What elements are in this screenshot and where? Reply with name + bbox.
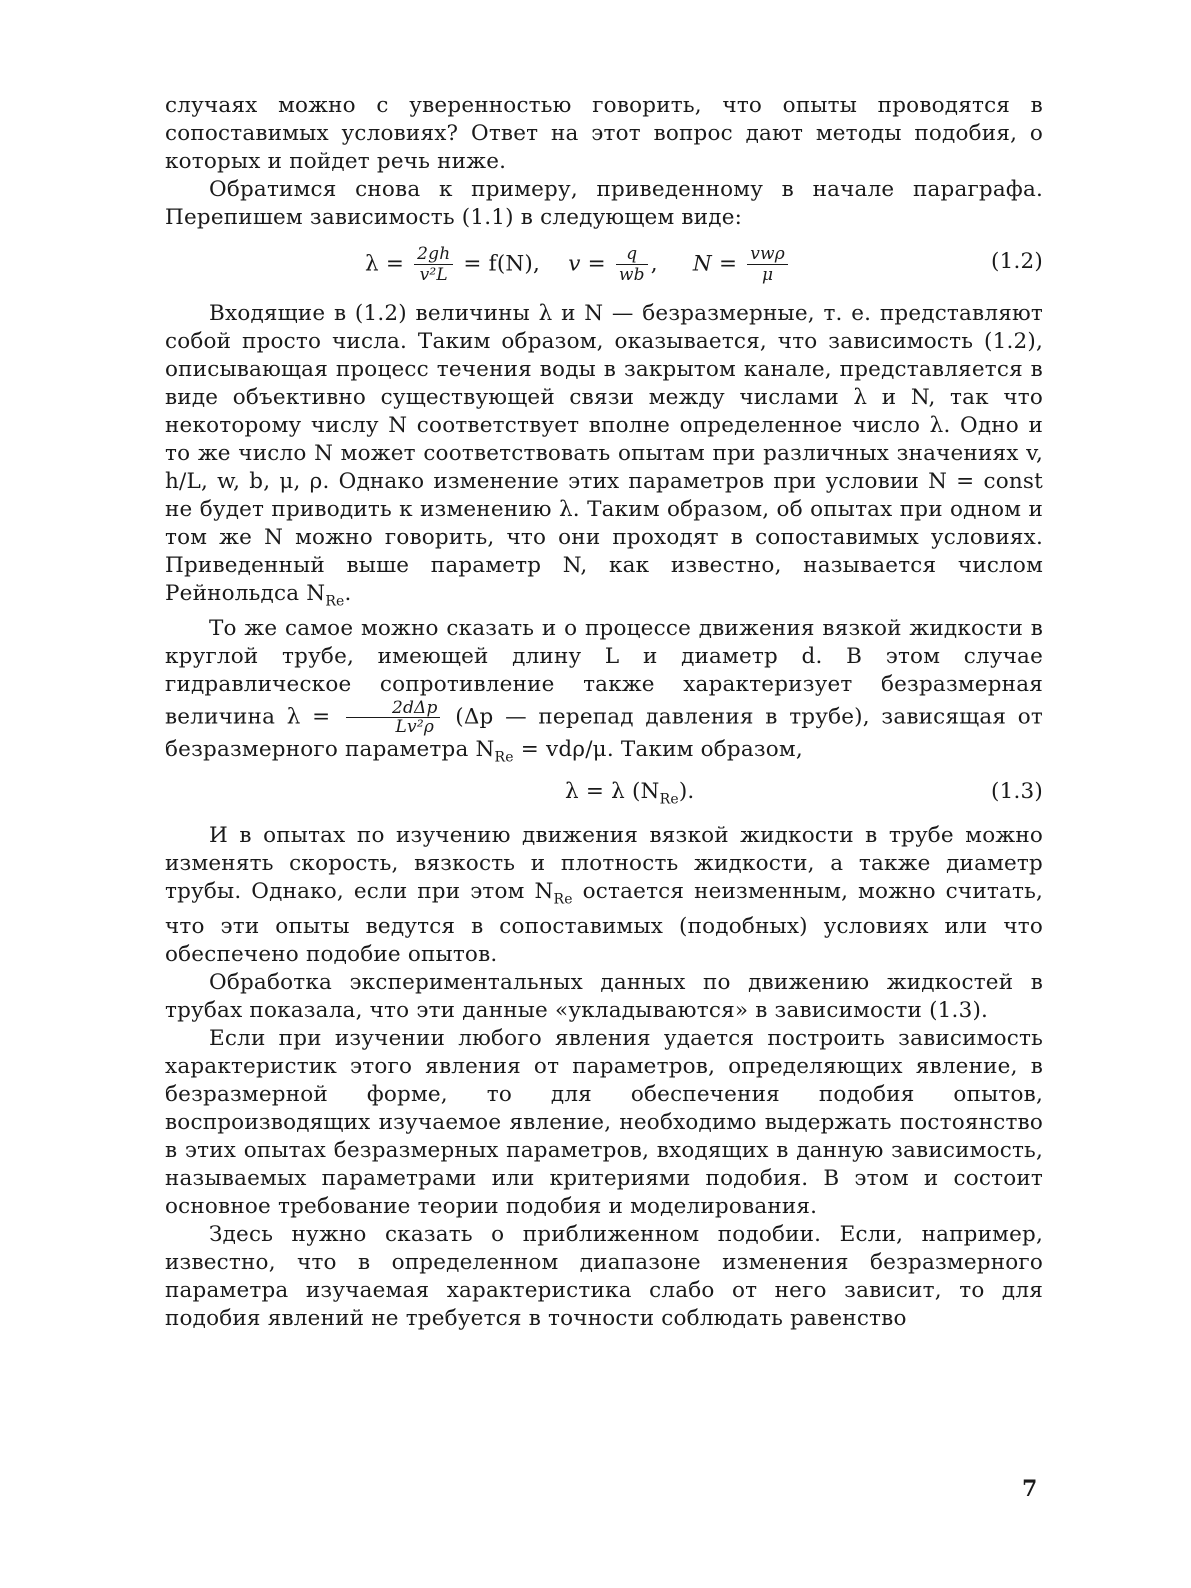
eq12-fraction-3: $\frac{\text{vwρ}}{\mu}$ xyxy=(747,244,788,285)
equation-1-2 xyxy=(165,236,1043,294)
paragraph-3: Входящие в (1.2) величины λ и N — безразмерные, т. е. представляют собой просто числа. Таким образом, оказывается, что зависимость (1.2), описывающая процесс течения воды в закрытом канале, представляется в виде объективно существующей связи между числами λ и N, так что некоторому числу N соответствует вполне определенное число λ. Одно и то же число N может соответствовать опытам при различных значениях v, h/L, w, b, μ, ρ. Однако изменение этих параметров при условии N = const не будет приводить к изменению λ. Таким образом, об опытах при одном и том же N можно говорить, что они проходят в сопоставимых условиях. Приведенный выше параметр N, как известно, называется числом Рейнольдса $N_{Re}$. xyxy=(165,301,1043,610)
eq12-v: v = xyxy=(568,251,606,277)
eq12-lhs: λ = xyxy=(365,251,405,277)
paragraph-7: Если при изучении любого явления удается построить зависимость характеристик этого явления от параметров, определяющих явление, в безразмерной форме, то для обеспечения подобия опытов, воспроизводящих изучаемое явление, необходимо выдержать постоянство в этих опытах безразмерных параметров, входящих в данную зависимость, называемых параметрами или критериями подобия. В этом и состоит основное требование теории подобия и моделирования. xyxy=(165,1025,1043,1219)
eq12-fraction-1: $\frac{2gh}{\text{v²L}}$ xyxy=(414,244,453,285)
paragraph-5: И в опытах по изучению движения вязкой жидкости в трубе можно изменять скорость, вязкость и плотность жидкости, а также диаметр трубы. Однако, если при этом $N_{Re}$ остается неизменным, можно считать, что эти опыты ведутся в сопоставимых (подобных) условиях или что обеспечено подобие опытов. xyxy=(165,822,1044,967)
equation-number-1-3: (1.3) xyxy=(991,778,1043,804)
eq12-fraction-2: $\frac{q}{wb}$ xyxy=(616,244,648,285)
eq12-comma: , xyxy=(650,251,658,277)
page-number: 7 xyxy=(1022,1476,1038,1502)
paragraph-4: То же самое можно сказать и о процессе движения вязкой жидкости в круглой трубе, имеющей длину L и диаметр d. В этом случае гидравлическое сопротивление также характеризует безразмерная величина λ = 2dΔp Lv²ρ (Δp — перепад давления в трубе), зависящая от безразмерного параметра $N_{Re} = vd\rho/\mu$. Таким образом, xyxy=(165,616,1043,766)
paragraph-6: Обработка экспериментальных данных по движению жидкостей в трубах показала, что эти данные «укладываются» в зависимости (1.3). xyxy=(165,969,1043,1023)
eq12-mid: = f(N), xyxy=(463,251,541,277)
equation-1-3: λ = λ $(N_{Re})$. (1.3) xyxy=(565,778,1043,807)
paragraph-8: Здесь нужно сказать о приближенном подобии. Если, например, известно, что в определенном диапазоне изменения безразмерного параметра изучаемая характеристика слабо от него зависит, то для подобия явлений не требуется в точности соблюдать равенство xyxy=(165,1221,1043,1331)
inline-fraction: 2dΔp Lv²ρ xyxy=(346,699,440,736)
page-text xyxy=(165,92,1043,1333)
eq12-N: N = xyxy=(692,251,738,277)
paragraph-1: случаях можно с уверенностью говорить, что опыты проводятся в сопоставимых условиях? Ответ на этот вопрос дают методы подобия, о которых и пойдет речь ниже. xyxy=(165,93,1043,174)
paragraph-2: Обратимся снова к примеру, приведенному в начале параграфа. Перепишем зависимость (1.1) в следующем виде: xyxy=(165,177,1043,230)
equation-number-1-2: (1.2) xyxy=(991,249,1043,274)
